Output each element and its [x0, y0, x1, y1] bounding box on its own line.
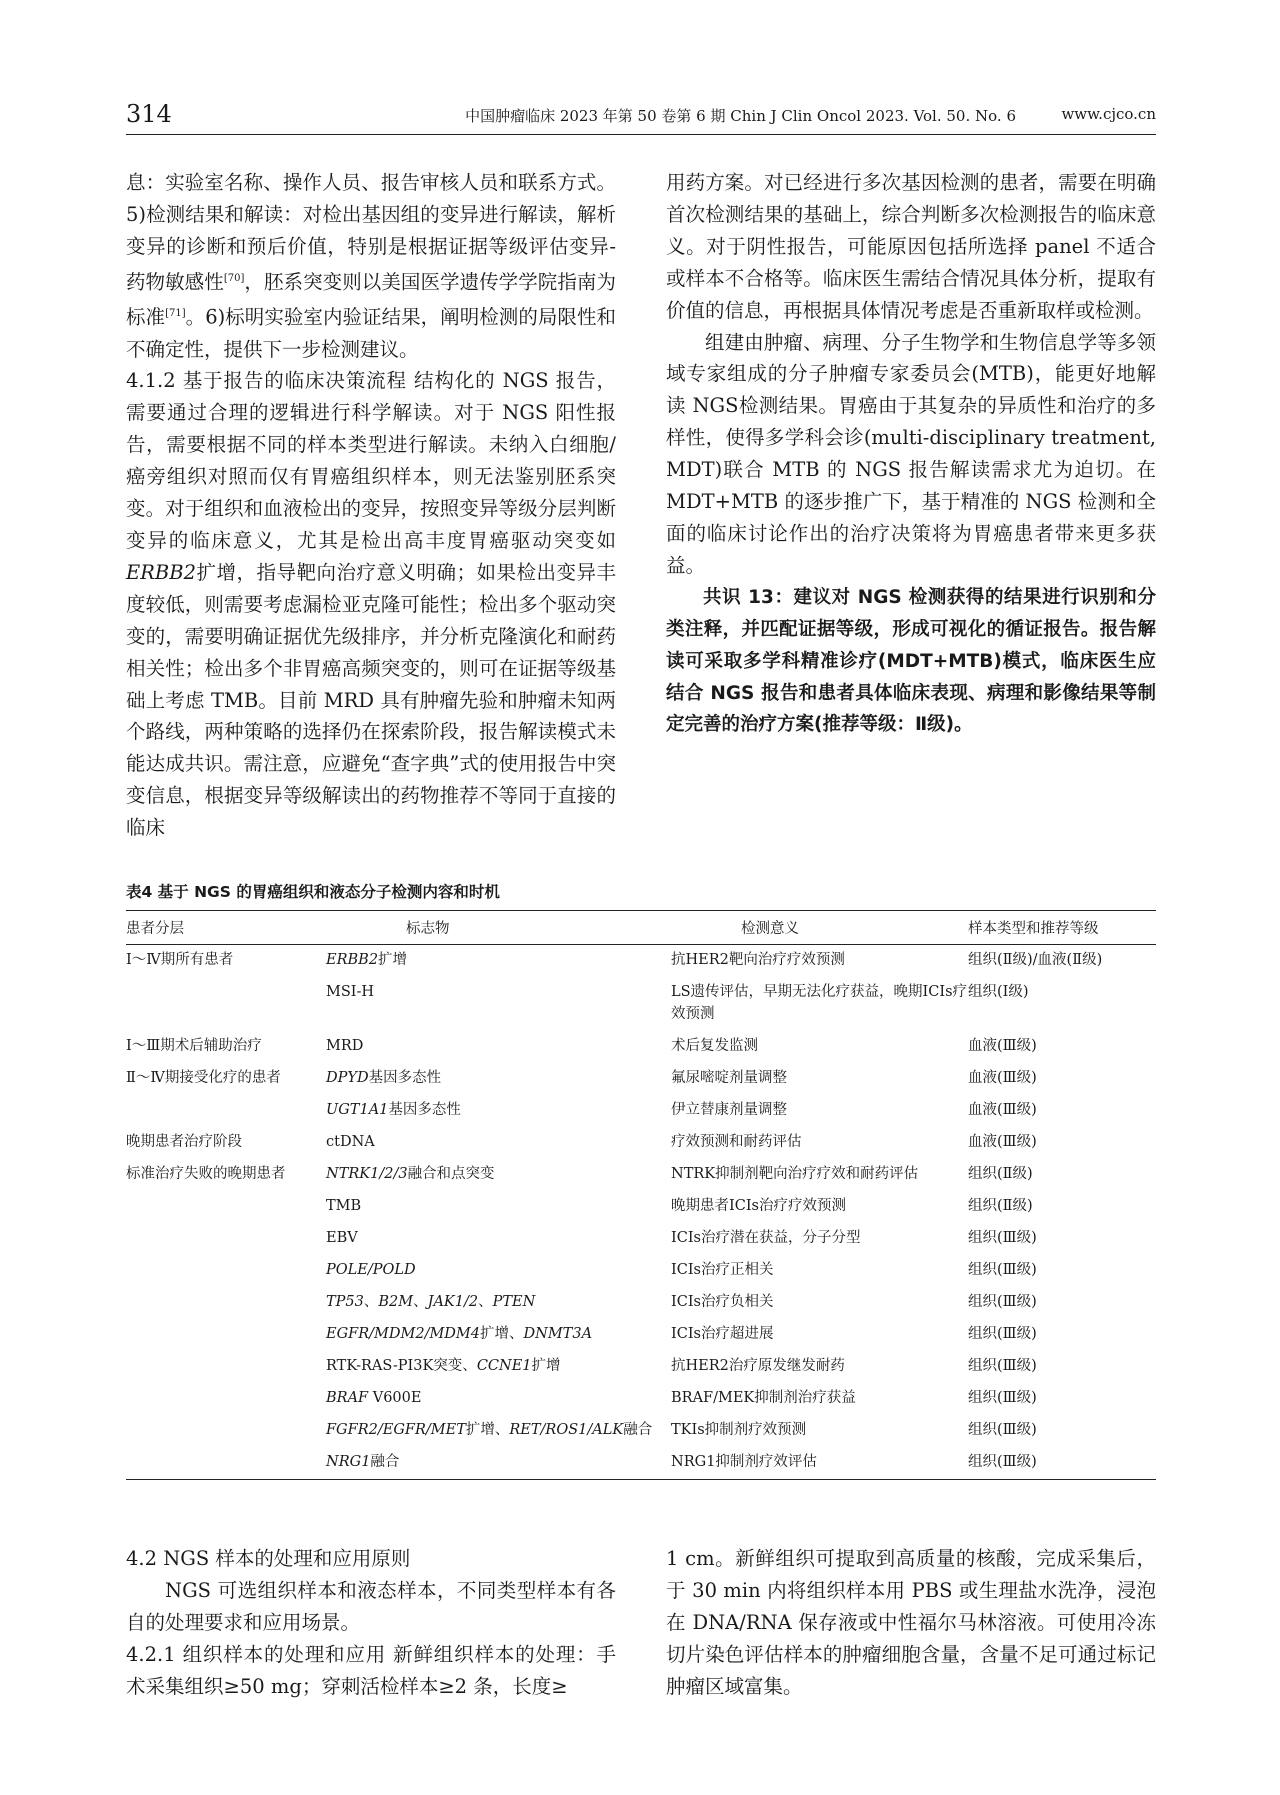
- cell-sample-grade: 血液(Ⅲ级): [968, 1102, 1037, 1118]
- cell-patient-group: Ⅱ～Ⅳ期接受化疗的患者: [126, 1070, 281, 1086]
- cell-sample-grade: 组织(Ⅱ级)/血液(Ⅱ级): [968, 952, 1103, 968]
- cell-sample-grade: 组织(Ⅲ级): [968, 1422, 1037, 1438]
- cell-marker: RTK-RAS-PI3K突变、CCNE1扩增: [326, 1358, 561, 1374]
- paragraph-mtb: 组建由肿瘤、病理、分子生物学和生物信息学等多领域专家组成的分子肿瘤专家委员会(MTB)，能更好地解读 NGS检测结果。胃癌由于其复杂的异质性和治疗的多样性，使得多学科会诊(multi-disciplinary treatment, MDT)联合 MTB 的 NGS 报告解读需求尤为迫切。在 MDT+MTB 的逐步推广下，基于精准的 NGS 检测和全面的临床讨论作出的治疗决策将为胃癌患者带来更多获益。: [666, 330, 1156, 577]
- cell-sample-grade: 组织(Ⅱ级): [968, 1198, 1033, 1214]
- cell-significance: BRAF/MEK抑制剂治疗获益: [671, 1390, 856, 1406]
- cell-sample-grade: 血液(Ⅲ级): [968, 1134, 1037, 1150]
- table-row: [126, 1351, 1156, 1383]
- gene-name: ERBB2: [126, 560, 196, 584]
- cell-marker: DPYD基因多态性: [326, 1070, 442, 1086]
- cell-sample-grade: 血液(Ⅲ级): [968, 1070, 1037, 1086]
- table-row: [126, 1383, 1156, 1415]
- cell-significance: LS遗传评估，早期无法化疗获益，晚期ICIs疗效预测: [671, 984, 968, 1022]
- cell-marker: EGFR/MDM2/MDM4扩增、DNMT3A: [326, 1326, 593, 1342]
- cell-marker: TMB: [326, 1198, 362, 1214]
- section-heading-4-2: 4.2 NGS 样本的处理和应用原则: [126, 1547, 411, 1570]
- left-column: [126, 167, 616, 844]
- citation-ref[interactable]: [71]: [165, 308, 186, 320]
- cell-patient-group: [126, 1319, 326, 1351]
- cell-significance: ICIs治疗负相关: [671, 1294, 774, 1310]
- table-row: [126, 1255, 1156, 1287]
- cell-significance: 抗HER2治疗原发继发耐药: [671, 1358, 845, 1374]
- cell-sample-grade: 血液(Ⅲ级): [968, 1038, 1037, 1054]
- cell-patient-group: Ⅰ～Ⅳ期所有患者: [126, 952, 234, 968]
- table-row: [126, 1415, 1156, 1447]
- cell-patient-group: [126, 1255, 326, 1287]
- cell-significance: 术后复发监测: [671, 1038, 758, 1054]
- header-patient-group: 患者分层: [126, 921, 184, 937]
- section-heading-4-1-2: 4.1.2 基于报告的临床决策流程: [126, 369, 407, 393]
- table-row: [126, 945, 1156, 978]
- table-row: [126, 1031, 1156, 1063]
- journal-citation: 中国肿瘤临床 2023 年第 50 卷第 6 期 Chin J Clin Oncol 2023. Vol. 50. No. 6: [465, 107, 1016, 125]
- cell-significance: 氟尿嘧啶剂量调整: [671, 1070, 787, 1086]
- cell-marker: POLE/POLD: [326, 1262, 416, 1278]
- bottom-right-column: [666, 1543, 1156, 1703]
- page-header: [126, 100, 1156, 135]
- paragraph-decision-flow: 4.1.2 基于报告的临床决策流程 结构化的 NGS 报告，需要通过合理的逻辑进行科学解读。对于 NGS 阳性报告，需要根据不同的样本类型进行解读。未纳入白细胞/癌旁组织对照而仅有胃癌组织样本，则无法鉴别胚系突变。对于组织和血液检出的变异，按照变异等级分层判断变异的临床意义，尤其是检出高丰度胃癌驱动突变如ERBB2扩增，指导靶向治疗意义明确；如果检出变异丰度较低，则需要考虑漏检亚克隆可能性；检出多个驱动突变的，需要明确证据优先级排序，并分析克隆演化和耐药相关性；检出多个非胃癌高频突变的，则可在证据等级基础上考虑 TMB。目前 MRD 具有肿瘤先验和肿瘤未知两个路线，两种策略的选择仍在探索阶段，报告解读模式未能达成共识。需注意，应避免“查字典”式的使用报告中突变信息，根据变异等级解读出的药物推荐不等同于直接的临床: [126, 369, 616, 840]
- cell-sample-grade: 组织(Ⅰ级): [968, 984, 1029, 1000]
- table-caption: 表4 基于 NGS 的胃癌组织和液态分子检测内容和时机: [126, 883, 500, 901]
- cell-significance: 晚期患者ICIs治疗疗效预测: [671, 1198, 846, 1214]
- cell-patient-group: [126, 1095, 326, 1127]
- cell-sample-grade: 组织(Ⅲ级): [968, 1390, 1037, 1406]
- table-row: [126, 977, 1156, 1031]
- cell-marker: MSI-H: [326, 984, 375, 1000]
- cell-significance: TKIs抑制剂疗效预测: [671, 1422, 807, 1438]
- paragraph-negative-report: 用药方案。对已经进行多次基因检测的患者，需要在明确首次检测结果的基础上，综合判断多次检测报告的临床意义。对于阴性报告，可能原因包括所选择 panel 不适合或样本不合格等。临床医生需结合情况具体分析，提取有价值的信息，再根据具体情况考虑是否重新取样或检测。: [666, 171, 1156, 322]
- right-column: [666, 167, 1156, 741]
- paragraph-tissue-processing: 4.2.1 组织样本的处理和应用 新鲜组织样本的处理：手术采集组织≥50 mg；穿刺活检样本≥2 条，长度≥: [126, 1642, 616, 1698]
- table-row: [126, 1159, 1156, 1191]
- cell-marker: ctDNA: [326, 1134, 375, 1150]
- cell-sample-grade: 组织(Ⅲ级): [968, 1358, 1037, 1374]
- table-row: [126, 1447, 1156, 1480]
- cell-sample-grade: 组织(Ⅲ级): [968, 1294, 1037, 1310]
- cell-patient-group: [126, 1415, 326, 1447]
- consensus-13: 共识 13：建议对 NGS 检测获得的结果进行识别和分类注释，并匹配证据等级，形成可视化的循证报告。报告解读可采取多学科精准诊疗(MDT+MTB)模式，临床医生应结合 NGS 报告和患者具体临床表现、病理和影像结果等制定完善的治疗方案(推荐等级：Ⅱ级)。: [666, 586, 1156, 736]
- cell-significance: NTRK抑制剂靶向治疗疗效和耐药评估: [671, 1166, 919, 1182]
- cell-patient-group: [126, 1287, 326, 1319]
- cell-patient-group: 标准治疗失败的晚期患者: [126, 1166, 286, 1182]
- cell-marker: TP53、B2M、JAK1/2、PTEN: [326, 1294, 536, 1310]
- cell-marker: MRD: [326, 1038, 364, 1054]
- cell-marker: BRAF V600E: [326, 1390, 422, 1406]
- table-row: [126, 1063, 1156, 1095]
- cell-sample-grade: 组织(Ⅲ级): [968, 1230, 1037, 1246]
- table-4: [126, 880, 1156, 1480]
- section-heading-4-2-1: 4.2.1 组织样本的处理和应用: [126, 1642, 387, 1666]
- cell-marker: EBV: [326, 1230, 358, 1246]
- cell-marker: FGFR2/EGFR/MET扩增、RET/ROS1/ALK融合: [326, 1422, 653, 1438]
- cell-marker: ERBB2扩增: [326, 952, 408, 968]
- cell-significance: 疗效预测和耐药评估: [671, 1134, 802, 1150]
- cell-patient-group: [126, 1223, 326, 1255]
- header-sample-grade: 样本类型和推荐等级: [968, 921, 1099, 937]
- header-marker: 标志物: [406, 921, 450, 937]
- cell-marker: NRG1融合: [326, 1454, 400, 1470]
- table-row: [126, 1287, 1156, 1319]
- cell-significance: NRG1抑制剂疗效评估: [671, 1454, 817, 1470]
- cell-marker: NTRK1/2/3融合和点突变: [326, 1166, 495, 1182]
- header-significance: 检测意义: [741, 921, 799, 937]
- bottom-left-column: [126, 1543, 616, 1703]
- journal-website: www.cjco.cn: [1061, 105, 1156, 123]
- cell-sample-grade: 组织(Ⅲ级): [968, 1326, 1037, 1342]
- table-row: [126, 1127, 1156, 1159]
- paragraph-report-content: 息：实验室名称、操作人员、报告审核人员和联系方式。5)检测结果和解读：对检出基因组的变异进行解读，解析变异的诊断和预后价值，特别是根据证据等级评估变异-药物敏感性[70]，胚系突变则以美国医学遗传学学院指南为标准[71]。6)标明实验室内验证结果，阐明检测的局限性和不确定性，提供下一步检测建议。: [126, 171, 616, 361]
- cell-significance: ICIs治疗潜在获益，分子分型: [671, 1230, 861, 1246]
- cell-patient-group: [126, 977, 326, 1031]
- cell-marker: UGT1A1基因多态性: [326, 1102, 461, 1118]
- table-header-row: [126, 911, 1156, 945]
- citation-ref[interactable]: [70]: [223, 272, 245, 284]
- cell-sample-grade: 组织(Ⅲ级): [968, 1262, 1037, 1278]
- table-row: [126, 1319, 1156, 1351]
- cell-patient-group: Ⅰ～Ⅲ期术后辅助治疗: [126, 1038, 262, 1054]
- data-table: [126, 910, 1156, 1480]
- cell-significance: ICIs治疗正相关: [671, 1262, 774, 1278]
- cell-patient-group: [126, 1351, 326, 1383]
- cell-significance: 伊立替康剂量调整: [671, 1102, 787, 1118]
- table-row: [126, 1095, 1156, 1127]
- cell-patient-group: [126, 1383, 326, 1415]
- table-row: [126, 1191, 1156, 1223]
- table-row: [126, 1223, 1156, 1255]
- cell-patient-group: [126, 1447, 326, 1480]
- paragraph-sample-types: NGS 可选组织样本和液态样本，不同类型样本有各自的处理要求和应用场景。: [126, 1578, 616, 1634]
- cell-sample-grade: 组织(Ⅲ级): [968, 1454, 1037, 1470]
- cell-patient-group: 晚期患者治疗阶段: [126, 1134, 242, 1150]
- page-number: 314: [126, 100, 172, 128]
- cell-significance: ICIs治疗超进展: [671, 1326, 774, 1342]
- cell-patient-group: [126, 1191, 326, 1223]
- cell-sample-grade: 组织(Ⅱ级): [968, 1166, 1033, 1182]
- paragraph-fresh-tissue: 1 cm。新鲜组织可提取到高质量的核酸，完成采集后，于 30 min 内将组织样本用 PBS 或生理盐水洗净，浸泡在 DNA/RNA 保存液或中性福尔马林溶液。可使用冷冻切片染色评估样本的肿瘤细胞含量，含量不足可通过标记肿瘤区域富集。: [666, 1547, 1156, 1698]
- cell-significance: 抗HER2靶向治疗疗效预测: [671, 952, 845, 968]
